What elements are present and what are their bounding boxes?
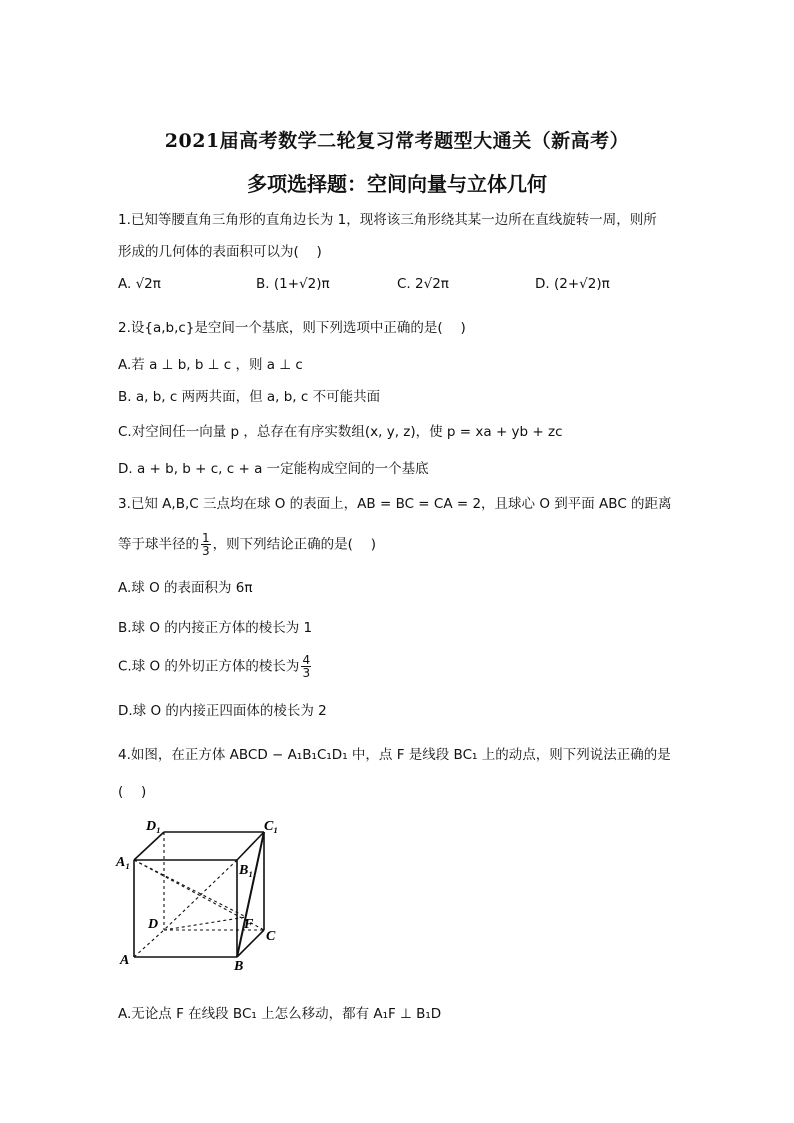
q3-option-a: A.球 O 的表面积为 6π [118,580,253,596]
label-c: C [266,929,276,944]
q2-option-c: C.对空间任一向量 p ，总存在有序实数组(x, y, z)，使 p = xa + yb + zc [118,424,563,440]
q3-option-c-text: C.球 O 的外切正方体的棱长为 [118,658,300,675]
q3-option-d: D.球 O 的内接正四面体的棱长为 2 [118,703,327,719]
segment-a1-f [134,860,246,917]
q3-stem-line1: 3.已知 A,B,C 三点均在球 O 的表面上，AB = BC = CA = 2，且球心 O 到平面 ABC 的距离 [118,496,672,512]
q1-stem-line1: 1.已知等腰直角三角形的直角边长为 1，现将该三角形绕其某一边所在直线旋转一周，则所 [118,212,657,228]
document-title: 2021届高考数学二轮复习常考题型大通关（新高考） [164,130,630,152]
q3-fraction-numerator: 1 [202,531,210,545]
q3-option-b: B.球 O 的内接正方体的棱长为 1 [118,620,313,636]
diag-b1-d [164,860,237,930]
q2-option-d: D. a + b, b + c, c + a 一定能构成空间的一个基底 [118,461,429,477]
q1-option-a: A. √2π [118,276,161,292]
q4-option-a: A.无论点 F 在线段 BC₁ 上怎么移动，都有 A₁F ⊥ B₁D [118,1006,442,1022]
label-c1: C₁ [264,819,279,834]
q3-stem-line2 [118,532,376,557]
q3-fraction-denominator: 3 [202,544,210,558]
label-d: D [148,917,159,932]
edge-b1-c1 [237,832,264,860]
cube-figure [112,812,292,972]
label-d1: D₁ [146,819,161,834]
segment-b-c1 [237,832,264,957]
document-subtitle: 多项选择题：空间向量与立体几何 [247,172,547,196]
q2-option-a: A.若 a ⊥ b, b ⊥ c ，则 a ⊥ c [118,357,303,373]
edge-a-d [134,930,164,957]
label-a: A [120,953,130,968]
q2-option-b: B. a, b, c 两两共面，但 a, b, c 不可能共面 [118,389,381,405]
label-b: B [234,959,244,972]
q3-stem-line2-suffix: ，则下列结论正确的是( ) [212,536,376,553]
q4-stem-line1: 4.如图，在正方体 ABCD − A₁B₁C₁D₁ 中，点 F 是线段 BC₁ 上的动点，则下列说法正确的是 [118,747,671,763]
q3-option-c-numerator: 4 [302,653,311,667]
q1-option-c: C. 2√2π [397,276,449,292]
q1-stem-line2: 形成的几何体的表面积可以为( ) [118,244,322,260]
edge-a1-d1 [134,832,164,860]
q1-option-b: B. (1+√2)π [256,276,330,292]
q3-option-c-fraction [301,654,311,679]
q2-stem: 2.设{a,b,c}是空间一个基底，则下列选项中正确的是( ) [118,320,466,336]
label-a1: A₁ [116,855,131,870]
label-f: F [244,917,254,932]
q3-option-c [118,654,313,679]
q3-option-c-denominator: 3 [302,666,311,680]
q3-stem-line2-prefix: 等于球半径的 [118,536,199,553]
q3-fraction [201,532,211,557]
label-b1: B₁ [239,863,254,878]
q4-stem-line2: ( ) [118,784,147,800]
q1-option-d: D. (2+√2)π [535,276,610,292]
